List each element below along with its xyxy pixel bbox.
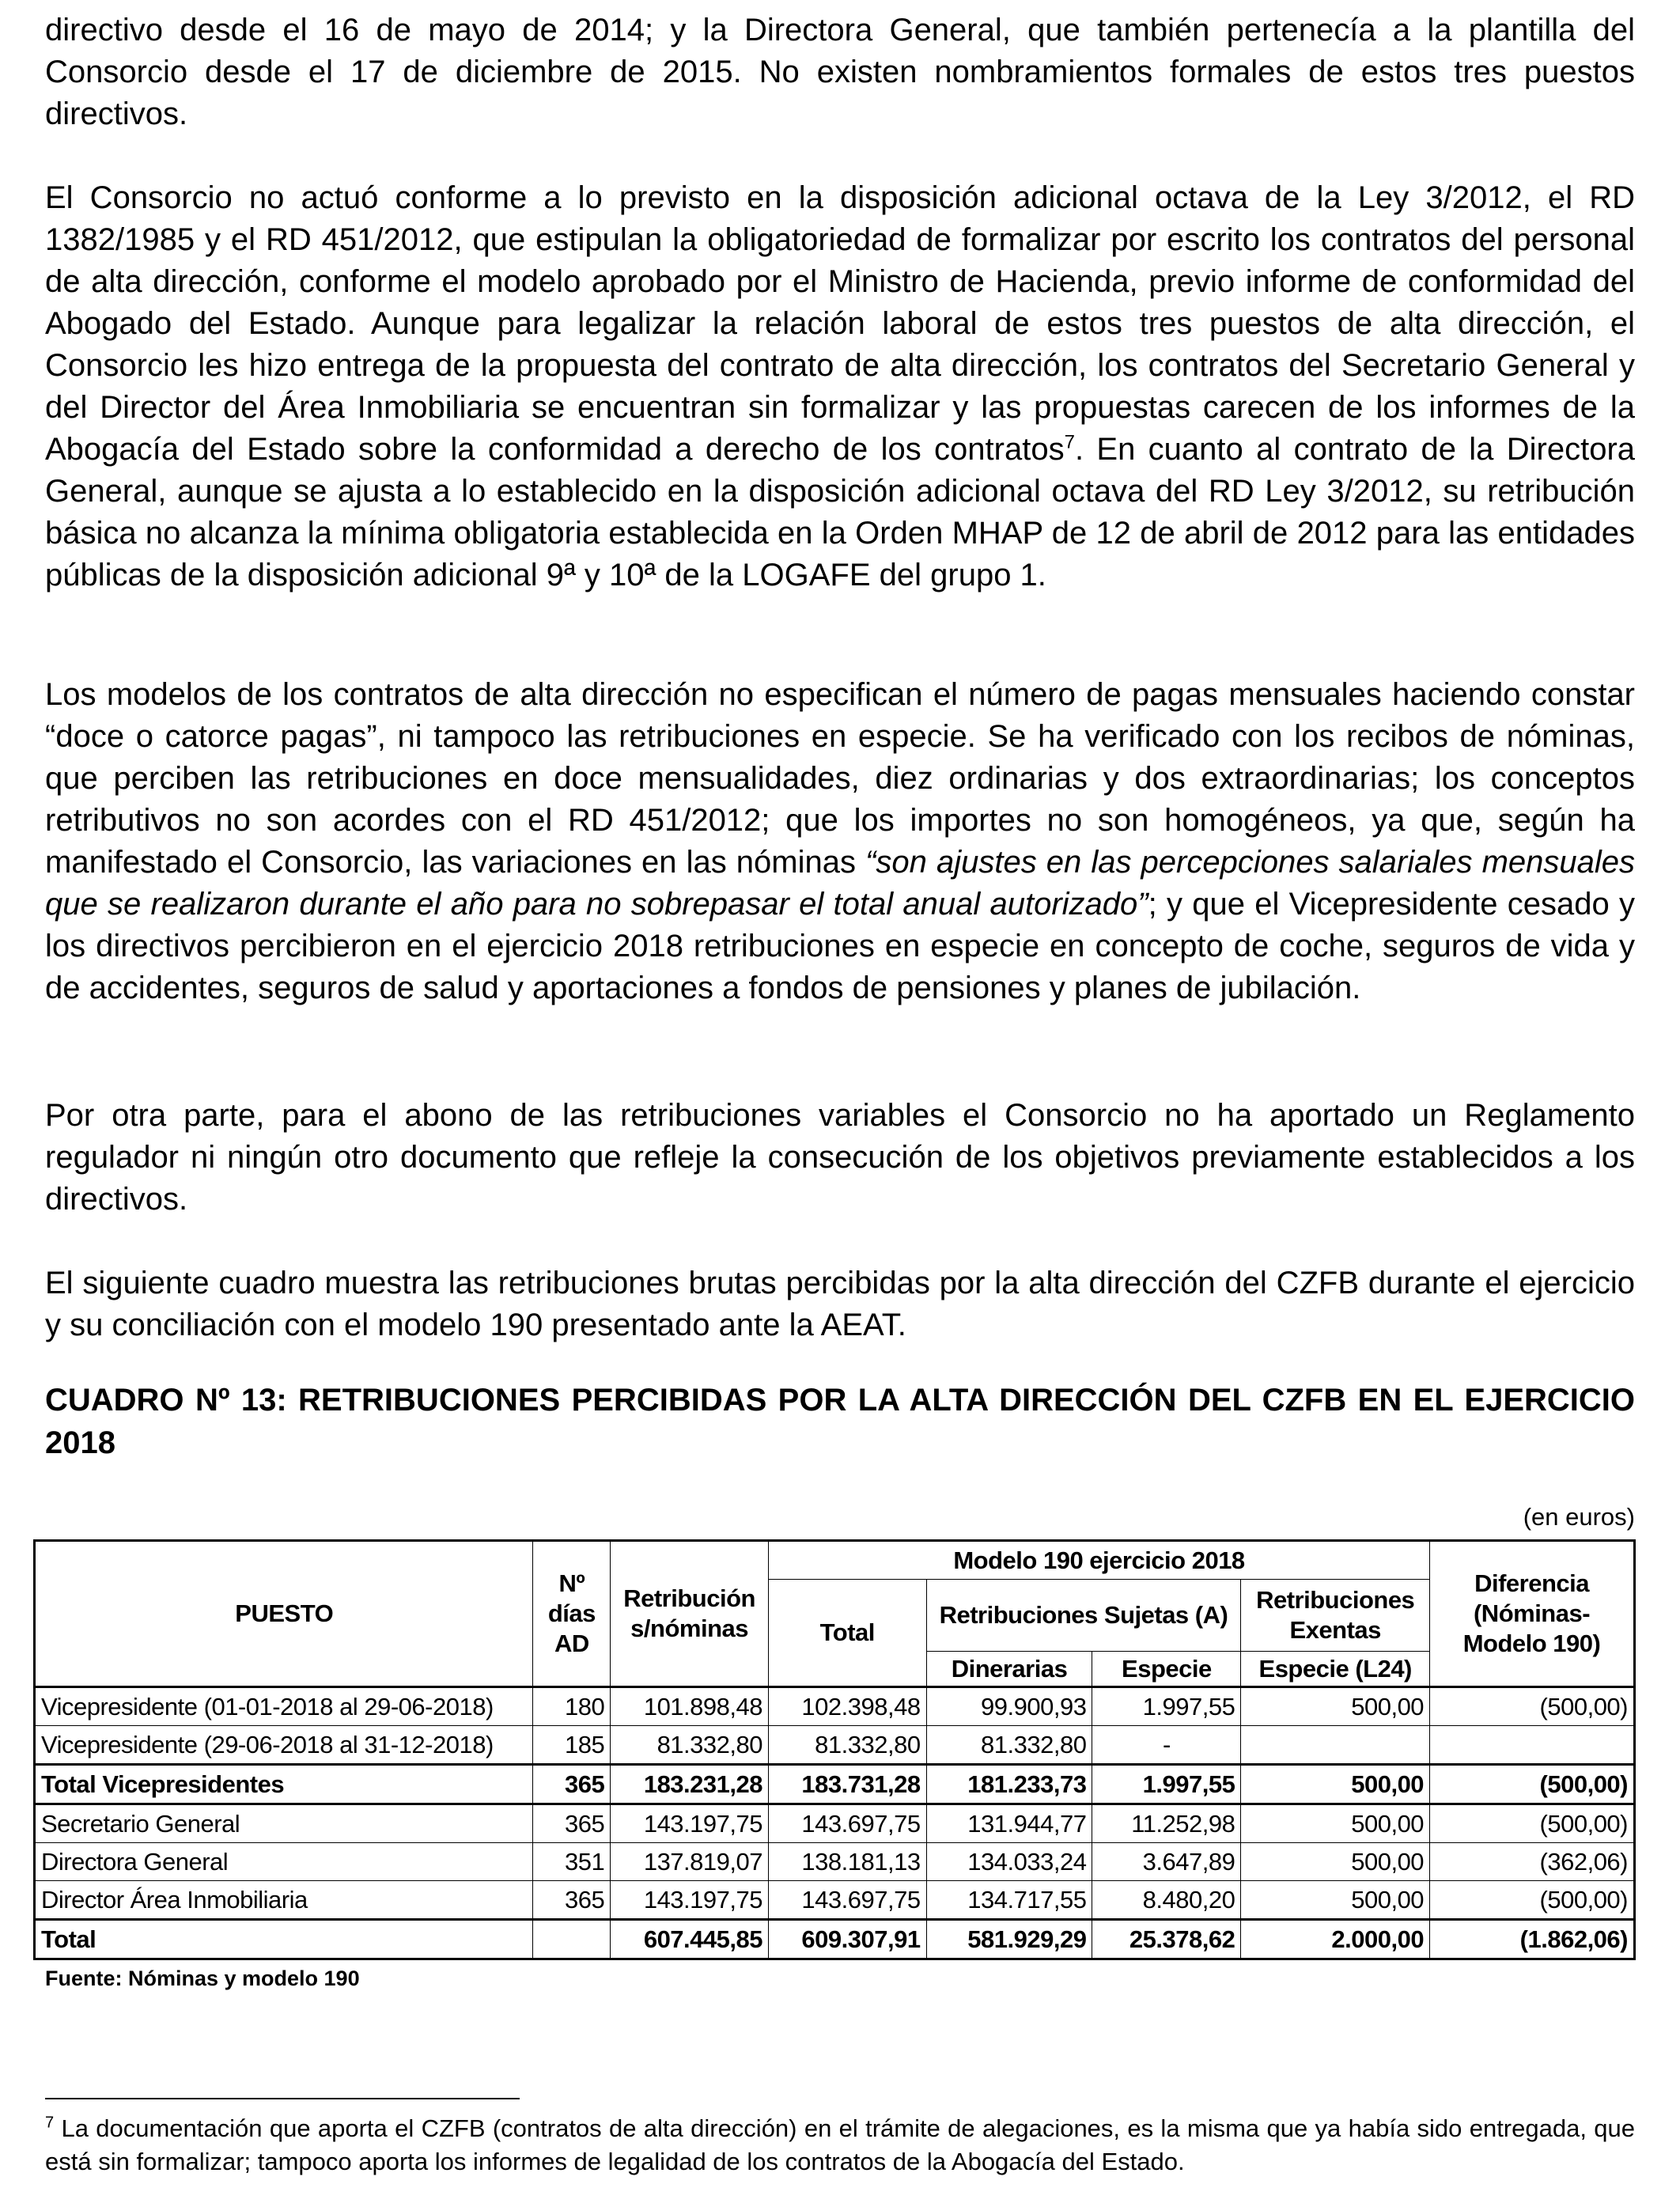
header-exentas: Retribuciones Exentas: [1241, 1580, 1430, 1652]
header-especie: Especie: [1092, 1652, 1241, 1687]
table-cell: 500,00: [1241, 1687, 1430, 1726]
paragraph-cuadro-intro: El siguiente cuadro muestra las retribuciones brutas percibidas por la alta dirección del CZFB durante el ejercicio y su conciliación con el modelo 190 presentado ante la AEAT.: [45, 1266, 1635, 1342]
table-cell: 143.697,75: [768, 1804, 926, 1843]
table-cell: 99.900,93: [926, 1687, 1092, 1726]
table-row: [35, 1804, 1635, 1843]
table-row: [35, 1687, 1635, 1726]
header-puesto: PUESTO: [35, 1541, 533, 1687]
table-cell: -: [1092, 1726, 1241, 1765]
table-row: [35, 1920, 1635, 1959]
table-source: Fuente: Nóminas y modelo 190: [45, 1967, 360, 1990]
table-cell: 131.944,77: [926, 1804, 1092, 1843]
paragraph-retribuciones-variables: Por otra parte, para el abono de las retribuciones variables el Consorcio no ha aportado un Reglamento regulador ni ningún otro documento que refleje la consecución de los objetivos previamente establecidos a los directivos.: [45, 1098, 1635, 1217]
table-cell: 81.332,80: [611, 1726, 769, 1765]
table-body: [35, 1687, 1635, 1959]
table-cell: 183.731,28: [768, 1765, 926, 1804]
table-cell: 2.000,00: [1241, 1920, 1430, 1959]
table-cell: 25.378,62: [1092, 1920, 1241, 1959]
footnote-number: 7: [45, 2114, 55, 2132]
table-cell: 365: [533, 1765, 611, 1804]
table-cell: 138.181,13: [768, 1843, 926, 1881]
table-cell: 180: [533, 1687, 611, 1726]
table-title: CUADRO Nº 13: RETRIBUCIONES PERCIBIDAS POR LA ALTA DIRECCIÓN DEL CZFB EN EL EJERCICIO 2018: [45, 1383, 1635, 1460]
quoted-statement: “son ajustes en las percepciones salariales mensuales que se realizaron durante el año para no sobrepasar el total anual autorizado”: [45, 845, 1636, 922]
paragraph-modelos-contratos: Los modelos de los contratos de alta dirección no especifican el número de pagas mensuales haciendo constar “doce o catorce pagas”, ni tampoco las retribuciones en especie. Se ha verificado con los recibos de nóminas, que perciben las retribuciones en doce mensualidades, diez ordinarias y dos extraordinarias; los conceptos retributivos no son acordes con el RD 451/2012; que los importes no son homogéneos, ya que, según ha manifestado el Consorcio, las variaciones en las nóminas “son ajustes en las percepciones salariales mensuales que se realizaron durante el año para no sobrepasar el total anual autorizado”; y que el Vicepresidente cesado y los directivos percibieron en el ejercicio 2018 retribuciones en especie en concepto de coche, seguros de vida y de accidentes, seguros de salud y aportaciones a fondos de pensiones y planes de jubilación.: [45, 677, 1636, 1005]
table-cell: 81.332,80: [768, 1726, 926, 1765]
table-cell: 143.697,75: [768, 1881, 926, 1920]
table-cell: Total Vicepresidentes: [35, 1765, 533, 1804]
table-cell: 134.033,24: [926, 1843, 1092, 1881]
table-cell: 181.233,73: [926, 1765, 1092, 1804]
table-cell: Total: [35, 1920, 533, 1959]
paragraph-directivos: directivo desde el 16 de mayo de 2014; y la Directora General, que también pertenecía a la plantilla del Consorcio desde el 17 de diciembre de 2015. No existen nombramientos formales de estos tres puestos directivos.: [45, 13, 1635, 131]
table-cell: Director Área Inmobiliaria: [35, 1881, 533, 1920]
table-cell: 500,00: [1241, 1804, 1430, 1843]
table-cell: [1241, 1726, 1430, 1765]
header-retribucion: Retribución s/nóminas: [611, 1541, 769, 1687]
table-cell: 1.997,55: [1092, 1687, 1241, 1726]
header-dias: Nº días AD: [533, 1541, 611, 1687]
table-cell: 101.898,48: [611, 1687, 769, 1726]
retribuciones-table: [33, 1539, 1636, 1960]
table-cell: 1.997,55: [1092, 1765, 1241, 1804]
table-cell: (500,00): [1430, 1687, 1635, 1726]
footnote-reference[interactable]: 7: [1064, 431, 1075, 453]
table-cell: (362,06): [1430, 1843, 1635, 1881]
table-cell: 500,00: [1241, 1765, 1430, 1804]
table-cell: 500,00: [1241, 1881, 1430, 1920]
table-unit: (en euros): [1523, 1503, 1635, 1531]
header-modelo-190: Modelo 190 ejercicio 2018: [768, 1541, 1429, 1580]
table-cell: 351: [533, 1843, 611, 1881]
table-cell: 11.252,98: [1092, 1804, 1241, 1843]
table-cell: 102.398,48: [768, 1687, 926, 1726]
footnote-divider: [45, 2098, 520, 2099]
paragraph-contratos-alta-direccion: El Consorcio no actuó conforme a lo previsto en la disposición adicional octava de la Ley 3/2012, el RD 1382/1985 y el RD 451/2012, que estipulan la obligatoriedad de formalizar por escrito los contratos del personal de alta dirección, conforme el modelo aprobado por el Ministro de Hacienda, previo informe de conformidad del Abogado del Estado. Aunque para legalizar la relación laboral de estos tres puestos de alta dirección, el Consorcio les hizo entrega de la propuesta del contrato de alta dirección, los contratos del Secretario General y del Director del Área Inmobiliaria se encuentran sin formalizar y las propuestas carecen de los informes de la Abogacía del Estado sobre la conformidad a derecho de los contratos$^7$. En cuanto al contrato de la Directora General, aunque se ajusta a lo establecido en la disposición adicional octava del RD Ley 3/2012, su retribución básica no alcanza la mínima obligatoria establecida en la Orden MHAP de 12 de abril de 2012 para las entidades públicas de la disposición adicional 9ª y 10ª de la LOGAFE del grupo 1.: [45, 180, 1636, 592]
table-cell: 134.717,55: [926, 1881, 1092, 1920]
table-row: [35, 1765, 1635, 1804]
table-cell: Vicepresidente (01-01-2018 al 29-06-2018): [35, 1687, 533, 1726]
footnote: [45, 2112, 1635, 2179]
table-cell: 143.197,75: [611, 1881, 769, 1920]
table-cell: (500,00): [1430, 1804, 1635, 1843]
table-cell: 500,00: [1241, 1843, 1430, 1881]
table-cell: 185: [533, 1726, 611, 1765]
table-cell: [1430, 1726, 1635, 1765]
table-row: [35, 1843, 1635, 1881]
table-cell: 183.231,28: [611, 1765, 769, 1804]
table-cell: 137.819,07: [611, 1843, 769, 1881]
header-diferencia: Diferencia (Nóminas-Modelo 190): [1430, 1541, 1635, 1687]
table-cell: 365: [533, 1881, 611, 1920]
table-cell: Secretario General: [35, 1804, 533, 1843]
header-dinerarias: Dinerarias: [926, 1652, 1092, 1687]
table-cell: 81.332,80: [926, 1726, 1092, 1765]
table-cell: 8.480,20: [1092, 1881, 1241, 1920]
table-cell: 3.647,89: [1092, 1843, 1241, 1881]
header-especie-l24: Especie (L24): [1241, 1652, 1430, 1687]
table-cell: Directora General: [35, 1843, 533, 1881]
table-cell: (500,00): [1430, 1765, 1635, 1804]
table-row: [35, 1726, 1635, 1765]
table-cell: 365: [533, 1804, 611, 1843]
header-sujetas: Retribuciones Sujetas (A): [926, 1580, 1241, 1652]
table-cell: 609.307,91: [768, 1920, 926, 1959]
table-cell: (500,00): [1430, 1881, 1635, 1920]
table-cell: 143.197,75: [611, 1804, 769, 1843]
table-cell: [533, 1920, 611, 1959]
table-cell: 581.929,29: [926, 1920, 1092, 1959]
footnote-text: La documentación que aporta el CZFB (contratos de alta dirección) en el trámite de alegaciones, es la misma que ya había sido entregada, que está sin formalizar; tampoco aporta los informes de legalidad de los contratos de la Abogacía del Estado.: [45, 2114, 1635, 2175]
table-cell: 607.445,85: [611, 1920, 769, 1959]
header-total: Total: [768, 1580, 926, 1687]
table-cell: Vicepresidente (29-06-2018 al 31-12-2018): [35, 1726, 533, 1765]
table-cell: (1.862,06): [1430, 1920, 1635, 1959]
table-row: [35, 1881, 1635, 1920]
